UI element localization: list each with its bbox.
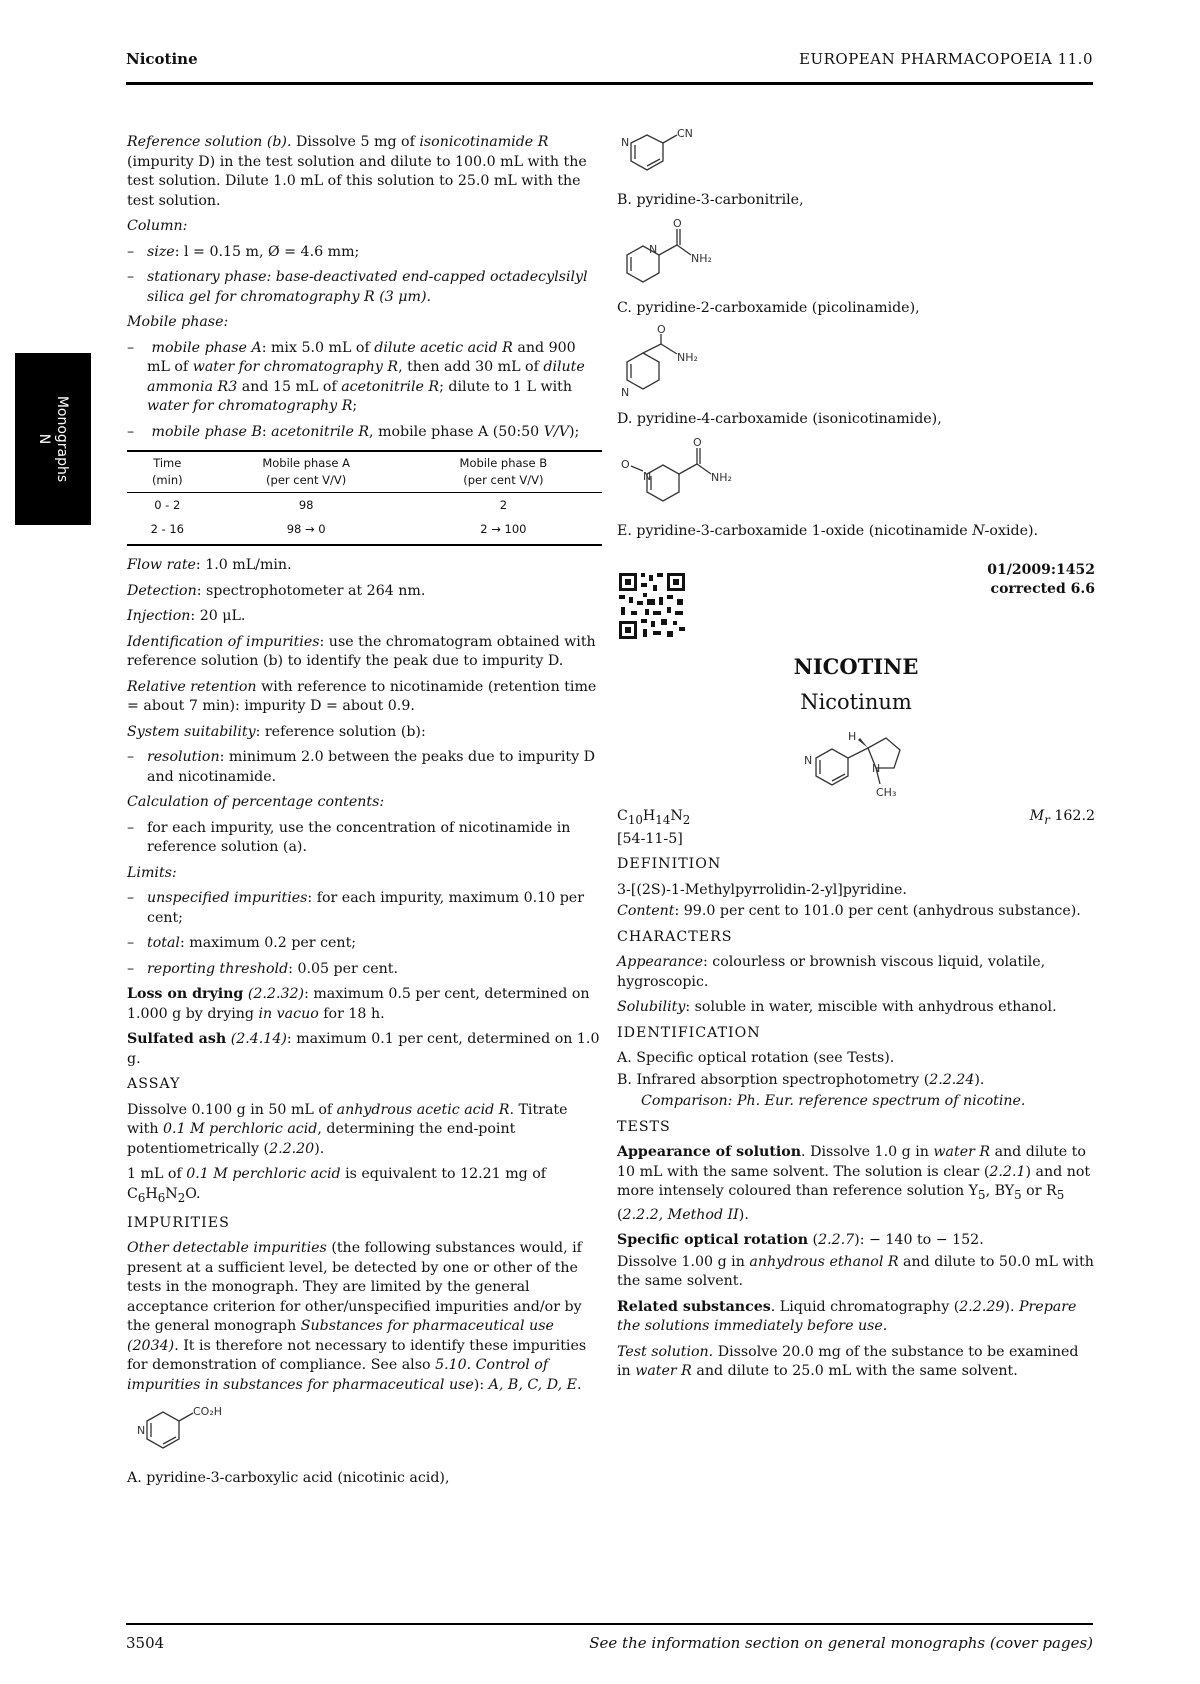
molecular-formula: $C_{10}H_{14}N_2$	[617, 807, 691, 827]
appearance-of-solution: Appearance of solution. Dissolve 1.0 g in water R and dilute to 10 mL with the same solvent. The solution is clear (2.2.1) and not more intensely coloured than reference solution $Y_5$, $BY_5$ or $R_5$ (2.2.2, Method II).	[617, 1144, 1091, 1223]
table-header-row	[127, 451, 602, 493]
calculation-item: – for each impurity, use the concentration of nicotinamide in reference solution (a).	[127, 819, 602, 858]
table-header-cell: Time (min)	[127, 451, 208, 493]
stationary-phase: – stationary phase: base-deactivated end-capped octadecylsilyl silica gel for chromatography R (3 μm).	[127, 268, 602, 307]
column-label: Column:	[127, 218, 188, 234]
formula-row	[617, 807, 1095, 830]
specific-optical-rotation-procedure: Dissolve 1.00 g in anhydrous ethanol R and dilute to 50.0 mL with the same solvent.	[617, 1253, 1094, 1290]
svg-text:N: N	[137, 1424, 146, 1438]
gradient-table	[127, 450, 602, 546]
monograph-title: NICOTINE	[793, 654, 919, 679]
right-column	[617, 127, 1095, 1388]
reference-solution-b: Reference solution (b). Dissolve 5 mg of isonicotinamide R (impurity D) in the test solution and dilute to 100.0 mL with the test solution. Dilute 1.0 mL of this solution to 25.0 mL with the test solution.	[127, 134, 587, 209]
structure-impurity-d	[617, 324, 727, 404]
identification-of-impurities: Identification of impurities: use the chromatogram obtained with reference solution (b) to identify the peak due to impurity D.	[127, 633, 596, 669]
structure-impurity-c	[617, 217, 727, 293]
identification-comparison: Comparison: Ph. Eur. reference spectrum of nicotine.	[641, 1093, 1026, 1110]
definition-content: Content: 99.0 per cent to 101.0 per cent (anhydrous substance).	[617, 903, 1081, 920]
mobile-phase-b: – mobile phase B: acetonitrile R, mobile phase A (50:50 V/V);	[127, 423, 602, 443]
related-substances: Related substances. Liquid chromatography (2.2.29). Prepare the solutions immediately before use.	[617, 1298, 1077, 1335]
flow-rate: Flow rate: 1.0 mL/min.	[127, 557, 292, 573]
test-solution: Test solution. Dissolve 20.0 mg of the substance to be examined in water R and dilute to 25.0 mL with the same solvent.	[617, 1343, 1079, 1380]
limit-reporting: – reporting threshold: 0.05 per cent.	[127, 960, 602, 980]
table-row	[127, 517, 602, 545]
svg-text:NH₂: NH₂	[691, 251, 712, 265]
mobile-phase-label: Mobile phase:	[127, 314, 229, 330]
table-row	[127, 493, 602, 518]
svg-text:O: O	[657, 324, 666, 336]
table-cell: 2	[499, 498, 508, 512]
table-cell: 98	[298, 498, 314, 512]
injection: Injection: 20 μL.	[127, 608, 246, 624]
svg-text:H: H	[848, 730, 857, 743]
svg-text:NH₂: NH₂	[677, 351, 698, 364]
header-rule	[126, 82, 1093, 85]
side-tab-label: Monographs N	[36, 395, 70, 483]
svg-text:N: N	[643, 469, 652, 483]
impurity-a-caption: A. pyridine-3-carboxylic acid (nicotinic acid),	[127, 1470, 450, 1487]
identification-a: A. Specific optical rotation (see Tests).	[617, 1050, 895, 1067]
sulfated-ash: Sulfated ash (2.4.14): maximum 0.1 per cent, determined on 1.0 g.	[127, 1031, 600, 1067]
svg-text:O: O	[621, 457, 630, 471]
specific-optical-rotation: Specific optical rotation (2.2.7): − 140 to − 152.	[617, 1232, 984, 1249]
characters-heading: CHARACTERS	[617, 928, 733, 945]
monograph-id-block	[617, 561, 1095, 649]
tests-heading: TESTS	[617, 1118, 671, 1135]
running-header-publication: EUROPEAN PHARMACOPOEIA 11.0	[799, 50, 1093, 68]
impurity-c-caption: C. pyridine-2-carboxamide (picolinamide),	[617, 299, 920, 316]
table-header-cell: Mobile phase B (per cent V/V)	[405, 451, 602, 493]
table-cell: 0 - 2	[154, 498, 181, 512]
appearance: Appearance: colourless or brownish viscous liquid, volatile, hygroscopic.	[617, 954, 1046, 990]
structure-impurity-a	[127, 1401, 237, 1463]
impurity-b-caption: B. pyridine-3-carbonitrile,	[617, 192, 804, 208]
svg-text:N: N	[649, 242, 658, 256]
definition-heading: DEFINITION	[617, 856, 722, 873]
limit-total: – total: maximum 0.2 per cent;	[127, 934, 602, 954]
page-number: 3504	[126, 1634, 165, 1652]
solubility: Solubility: soluble in water, miscible with anhydrous ethanol.	[617, 999, 1057, 1016]
svg-text:N: N	[621, 386, 630, 399]
qr-code	[617, 571, 687, 641]
calculation-label: Calculation of percentage contents:	[127, 794, 385, 810]
cas-number: [54-11-5]	[617, 830, 683, 847]
monograph-latin-title: Nicotinum	[800, 689, 912, 714]
table-cell: 2 - 16	[127, 517, 208, 545]
svg-text:N: N	[804, 754, 813, 767]
assay-text: Dissolve 0.100 g in 50 mL of anhydrous acetic acid R. Titrate with 0.1 M perchloric acid, determining the end-point potentiometrically (2.2.20).	[127, 1101, 568, 1157]
impurities-text: Other detectable impurities (the following substances would, if present at a sufficient level, be detected by one or other of the tests in the monograph. They are limited by the general acceptance criterion for other/unspecified impurities and/or by the general monograph Substances for pharmaceutical use (2034). It is therefore not necessary to identify these impurities for demonstration of compliance. See also 5.10. Control of impurities in substances for pharmaceutical use): A, B, C, D, E.	[127, 1240, 587, 1393]
impurity-d-caption: D. pyridine-4-carboxamide (isonicotinamide),	[617, 411, 942, 427]
svg-text:NH₂: NH₂	[711, 470, 732, 484]
definition-name: 3-[(2S)-1-Methylpyrrolidin-2-yl]pyridine.	[617, 881, 907, 898]
svg-text:CN: CN	[677, 127, 693, 140]
svg-text:O: O	[693, 435, 702, 449]
loss-on-drying: Loss on drying (2.2.32): maximum 0.5 per cent, determined on 1.000 g by drying in vacuo for 18 h.	[127, 986, 590, 1022]
svg-text:N: N	[872, 762, 881, 775]
detection: Detection: spectrophotometer at 264 nm.	[127, 582, 426, 599]
identification-heading: IDENTIFICATION	[617, 1024, 761, 1041]
structure-nicotine	[796, 720, 916, 800]
structure-impurity-e	[617, 436, 757, 516]
footer-rule	[126, 1623, 1093, 1625]
relative-retention: Relative retention with reference to nicotinamide (retention time = about 7 min): impurity D = about 0.9.	[127, 678, 597, 714]
system-suitability: System suitability: reference solution (b):	[127, 723, 426, 740]
mobile-phase-a: – mobile phase A: mix 5.0 mL of dilute acetic acid R and 900 mL of water for chromatography R, then add 30 mL of dilute ammonia R3 and 15 mL of acetonitrile R; dilute to 1 L with water for chromatography R;	[127, 339, 602, 417]
svg-text:CH₃: CH₃	[876, 786, 897, 799]
structure-impurity-b	[617, 127, 717, 185]
identification-b: B. Infrared absorption spectrophotometry (2.2.24).	[617, 1071, 985, 1088]
resolution: – resolution: minimum 2.0 between the peaks due to impurity D and nicotinamide.	[127, 748, 602, 787]
left-column	[127, 133, 602, 1495]
relative-molecular-mass: $M_r$ 162.2	[1029, 807, 1095, 827]
monograph-number: 01/2009:1452 corrected 6.6	[987, 562, 1095, 597]
table-header-cell: Mobile phase A (per cent V/V)	[208, 451, 405, 493]
running-header-title: Nicotine	[126, 50, 198, 68]
assay-equivalence: 1 mL of 0.1 M perchloric acid is equivalent to 12.21 mg of $C_6H_6N_2O$.	[127, 1166, 547, 1205]
footer-note: See the information section on general monographs (cover pages)	[589, 1634, 1093, 1652]
impurities-heading: IMPURITIES	[127, 1214, 230, 1231]
column-size: – size: l = 0.15 m, Ø = 4.6 mm;	[127, 243, 602, 263]
svg-text:CO₂H: CO₂H	[193, 1405, 223, 1419]
limit-unspecified: – unspecified impurities: for each impurity, maximum 0.10 per cent;	[127, 889, 602, 928]
nicotine-structure-wrap	[617, 720, 1095, 807]
svg-text:N: N	[621, 136, 630, 149]
impurity-e-caption: E. pyridine-3-carboxamide 1-oxide (nicotinamide N-oxide).	[617, 522, 1039, 539]
limits-label: Limits:	[127, 864, 177, 881]
svg-text:O: O	[673, 216, 682, 230]
table-cell: 98 → 0	[208, 517, 405, 545]
assay-heading: ASSAY	[127, 1076, 181, 1092]
table-cell: 2 → 100	[405, 517, 602, 545]
